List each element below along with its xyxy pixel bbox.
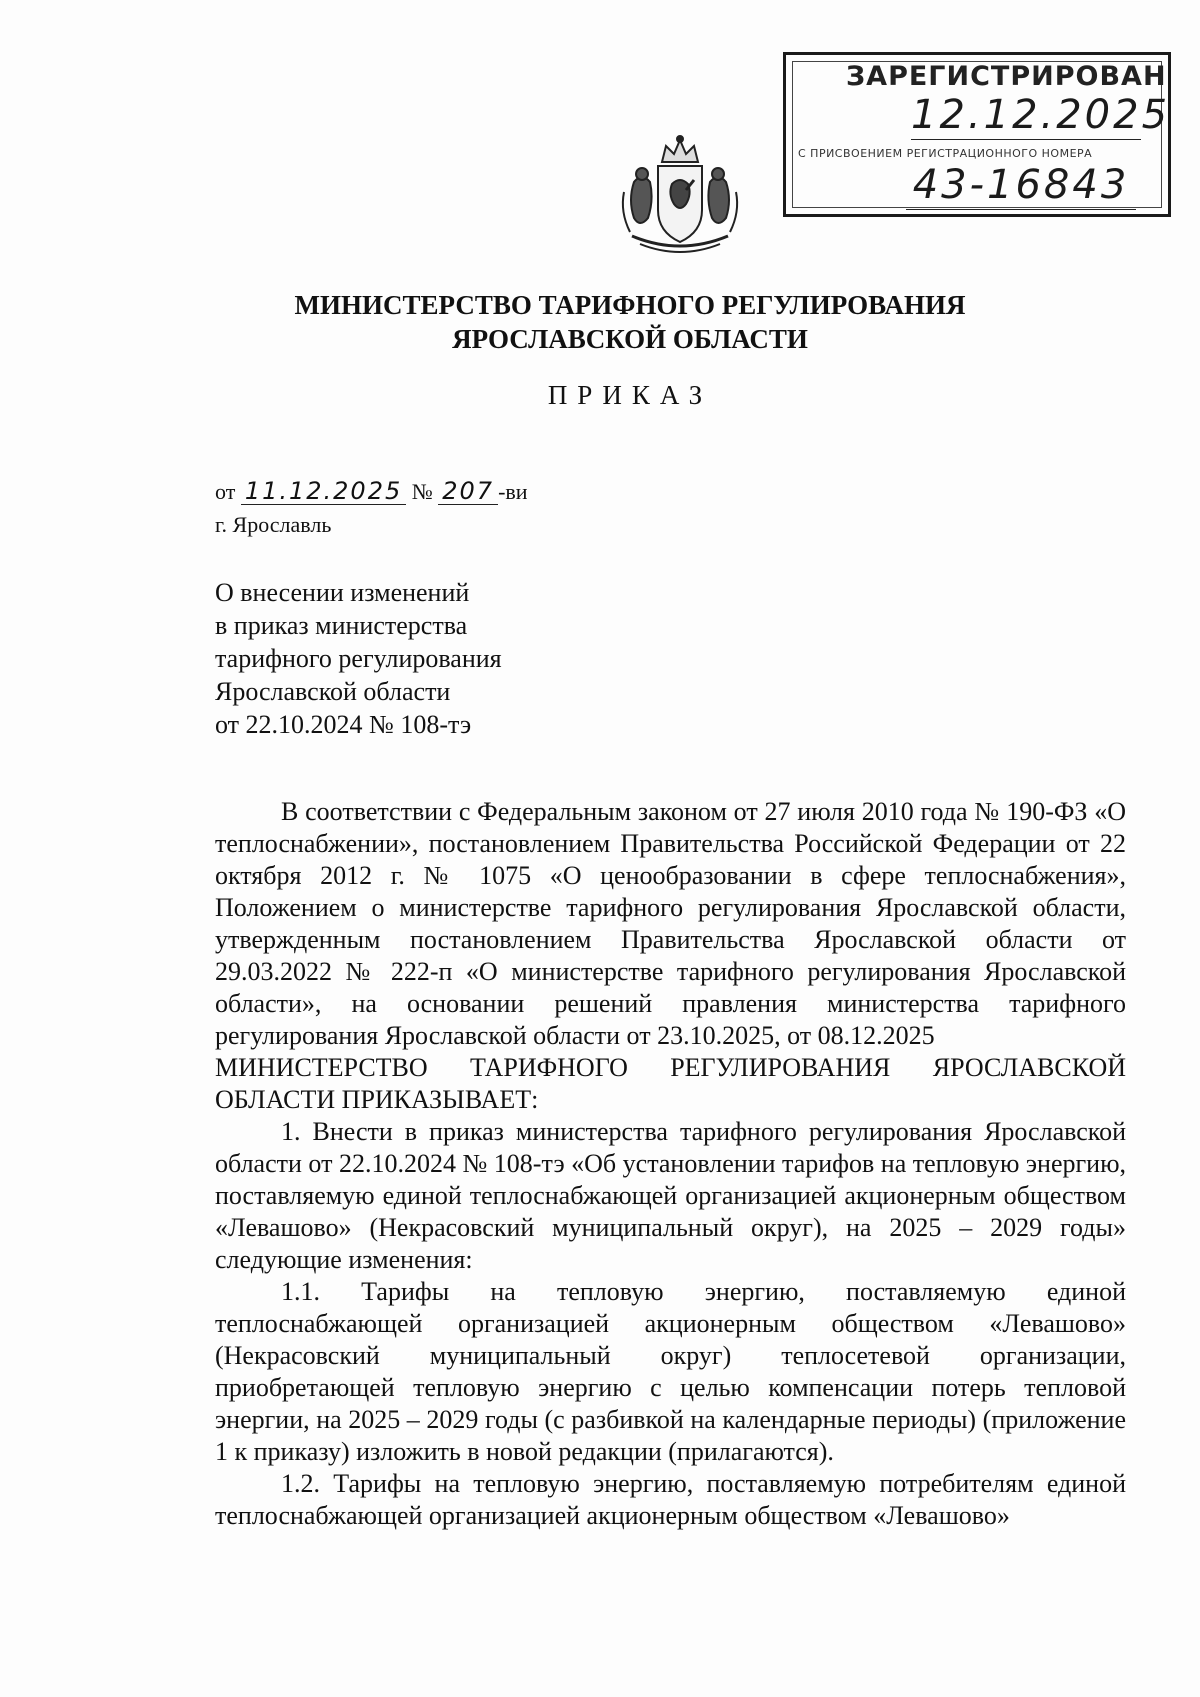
preamble-paragraph: В соответствии с Федеральным законом от 27 июля 2010 года № 190-ФЗ «О теплоснабжении», постановлением Правительства Российской Федерации от 22 октября 2012 г. № 1075 «О ценообразовании в сфере теплоснабжения», Положением о министерстве тарифного регулирования Ярославской области, утвержденным постановлением Правительства Ярославской области от 29.03.2022 № 222-п «О министерстве тарифного регулирования Ярославской области», на основании решений правления министерства тарифного регулирования Ярославской области от 23.10.2025, от 08.12.2025: [215, 797, 1126, 1050]
document-type-title: ПРИКАЗ: [547, 380, 713, 410]
coat-of-arms-icon: [614, 132, 746, 262]
order-date: 11.12.2025: [241, 478, 406, 505]
number-label: №: [411, 479, 433, 504]
order-number-suffix: -ви: [498, 479, 528, 504]
document-body: [215, 796, 1126, 1532]
item-1-1-paragraph: 1.1. Тарифы на тепловую энергию, поставляемую единой теплоснабжающей организацией акционерным обществом «Левашово» (Некрасовский муниципальный округ) теплосетевой организации, приобретающей тепловую энергию с целью компенсации потерь тепловой энергии, на 2025 – 2029 годы (с разбивкой на календарные периоды) (приложение 1 к приказу) изложить в новой редакции (прилагаются).: [215, 1277, 1126, 1466]
from-label: от: [215, 479, 236, 504]
subject-line: О внесении изменений: [215, 578, 470, 607]
item-1-2-paragraph: 1.2. Тарифы на тепловую энергию, поставляемую потребителям единой теплоснабжающей организацией акционерным обществом «Левашово»: [215, 1469, 1126, 1530]
stamp-title: ЗАРЕГИСТРИРОВАН: [846, 61, 1167, 92]
subject-line: тарифного регулирования: [215, 644, 502, 673]
stamp-registration-number: 43-16843: [906, 161, 1136, 210]
subject-line: Ярославской области: [215, 677, 451, 706]
stamp-subtitle: С ПРИСВОЕНИЕМ РЕГИСТРАЦИОННОГО НОМЕРА: [798, 147, 1093, 160]
ministry-header: [30, 288, 1200, 356]
order-subject: [215, 576, 502, 741]
subject-line: от 22.10.2024 № 108-тэ: [215, 710, 472, 739]
subject-line: в приказ министерства: [215, 611, 468, 640]
coat-of-arms-graphic: [614, 132, 746, 262]
city-line: г. Ярославль: [215, 512, 332, 537]
ministry-name-line2: ЯРОСЛАВСКОЙ ОБЛАСТИ: [452, 324, 808, 354]
item-1-paragraph: 1. Внести в приказ министерства тарифного регулирования Ярославской области от 22.10.2024 № 108-тэ «Об установлении тарифов на тепловую энергию, поставляемую единой теплоснабжающей организацией акционерным обществом «Левашово» (Некрасовский муниципальный округ), на 2025 – 2029 годы» следующие изменения:: [215, 1117, 1126, 1274]
order-date-number-line: [215, 478, 528, 505]
stamp-date: 12.12.2025: [911, 92, 1171, 138]
order-call-paragraph: МИНИСТЕРСТВО ТАРИФНОГО РЕГУЛИРОВАНИЯ ЯРОСЛАВСКОЙ ОБЛАСТИ ПРИКАЗЫВАЕТ:: [215, 1053, 1126, 1114]
ministry-name-line1: МИНИСТЕРСТВО ТАРИФНОГО РЕГУЛИРОВАНИЯ: [294, 290, 966, 320]
registration-stamp: [783, 52, 1171, 217]
order-number: 207: [438, 478, 498, 505]
